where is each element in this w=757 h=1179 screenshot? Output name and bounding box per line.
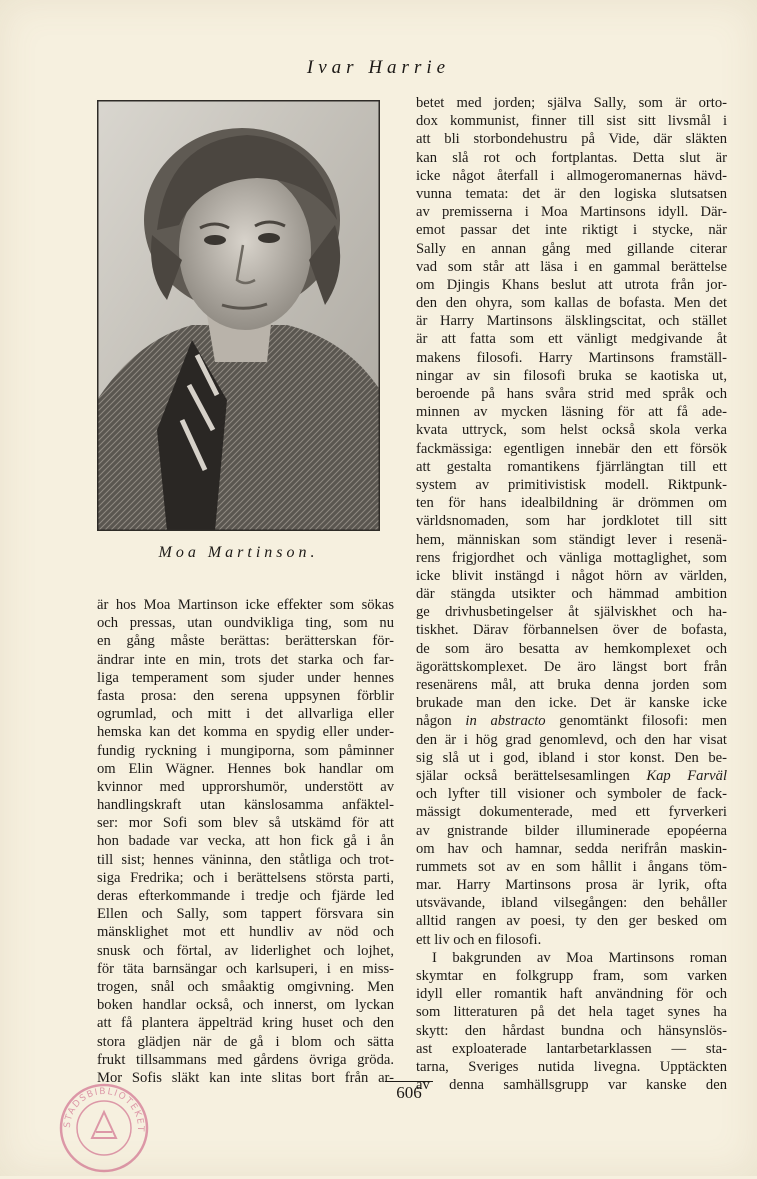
text-line: minnen av mycken läsning för att få ade- <box>416 404 727 421</box>
text-line: fackmässiga: egentligen innebär den ett försök <box>416 440 727 457</box>
right-column <box>416 94 727 1094</box>
page-number: 606 <box>385 1081 433 1103</box>
text-line: någon in abstracto genomtänkt filosofi: men <box>416 713 727 730</box>
text-line: och pressas, utan oundvikliga ting, som nu <box>97 615 394 632</box>
text-line: ningar av sin filosofi bruka se kaotiska ut, <box>416 367 727 384</box>
text-line: själar också berättelsesamlingen Kap Farväl <box>416 767 727 784</box>
text-line: att gestalta romantikens fjärrlängtan till ett <box>416 458 727 475</box>
text-line: dox kommunist, finner till sist sitt livsmål i <box>416 113 727 130</box>
text-line: rummets sot av en som hållit i ångans töm- <box>416 858 727 875</box>
text-line: världsnomaden, som har jordklotet till sitt <box>416 513 727 530</box>
text-line: är Harry Martinsons älsklingscitat, och stället <box>416 313 727 330</box>
text-line: den den ohyra, som kallas de bofasta. Men det <box>416 295 727 312</box>
library-stamp <box>58 1082 150 1174</box>
text-line: ten för hans idealbildning är drömmen om <box>416 495 727 512</box>
text-line: om Djingis Khans beslut att utrota från jor- <box>416 276 727 293</box>
text-line: hem, människan som ständigt lever i resenä- <box>416 531 727 548</box>
text-line: liga temperament som sjuder under hennes <box>97 669 394 686</box>
text-line: boken handlar också, och innerst, om lyckan <box>97 997 394 1014</box>
portrait-illustration <box>97 100 380 531</box>
text-line: fasta prosa: den serena uppsynen förblir <box>97 687 394 704</box>
text-line: den är i hög grad genomlevd, och den har visat <box>416 731 727 748</box>
portrait-photo <box>97 100 380 531</box>
text-line: siga Fredrika; och i berättelsens största parti, <box>97 869 394 886</box>
stamp-seal-icon <box>58 1082 150 1174</box>
text-line: tiskhet. Därav förbannelsen över de bofasta, <box>416 622 727 639</box>
text-line: hon badade var vecka, att hon fick gå i ån <box>97 833 394 850</box>
text-line: för täta barnsängar och karlsuperi, i en miss- <box>97 960 394 977</box>
text-line: mänsklighet mot ett hundliv av nöd och <box>97 924 394 941</box>
text-line: rens frigjordhet och vänliga mottaglighet, som <box>416 549 727 566</box>
text-line: kvata uttryck, som helst också skola verka <box>416 422 727 439</box>
text-line: ändrar inte en min, trots det starka och far- <box>97 651 394 668</box>
text-line: ast exploaterade lantarbetarklassen — sta- <box>416 1040 727 1057</box>
text-line: av gnistrande bilder illuminerade epopéerna <box>416 822 727 839</box>
text-line: resenärens mål, att bruka denna jorden som <box>416 677 727 693</box>
text-line: av premisserna i Moa Martinsons idyll. Där- <box>416 204 727 221</box>
text-line: emot passar det inte riktigt i stycke, när <box>416 222 727 239</box>
text-line: att få plantera äppelträd kring huset och den <box>97 1015 394 1032</box>
text-line: Ellen och Sally, som tappert försvara sin <box>97 906 394 923</box>
text-line: fundig ryckning i mungiporna, som påminner <box>97 742 394 759</box>
text-line: idyll eller romantik haft användning för och <box>416 986 727 1003</box>
text-line: om hav och hamnar, sedda nerifrån maskin- <box>416 840 727 857</box>
text-line: icke blivit instängd i något hörn av världen, <box>416 567 727 584</box>
photo-caption: Moa Martinson. <box>158 544 319 561</box>
text-line: snusk och förtal, av liderlighet och lojhet, <box>97 942 394 959</box>
text-line: frukt tillsammans med gårdens övriga gröda. <box>97 1051 394 1068</box>
text-line: stora glädjen när de gå i blom och sätta <box>97 1033 394 1050</box>
text-line: och lyfter till visioner och symboler de fack- <box>416 786 727 803</box>
text-line: icke något återfall i allmogeromanernas hävd- <box>416 167 727 184</box>
text-line: system av primitivistisk modell. Riktpunk- <box>416 476 727 493</box>
text-line: vad som står att läsa i en gammal berättelse <box>416 258 727 275</box>
text-line: kan slå rot och fortplantas. Detta slut är <box>416 149 727 166</box>
text-line: till sist; hennes väninna, den ståtliga och trot- <box>97 851 394 868</box>
text-line: alltid rangen av poesi, ty den ger besked om <box>416 913 727 930</box>
text-line: ägorättskomplexet. De äro längst bort från <box>416 658 727 675</box>
text-line: vunna temata: det är den logiska slutsatsen <box>416 185 727 202</box>
text-line: makens filosofi. Harry Martinsons framställ- <box>416 349 727 366</box>
text-line: handlingskraft utan känslosamma anfäktel- <box>97 797 394 814</box>
text-line: utsvävande, ibland vilsegången: den behåller <box>416 895 727 912</box>
text-line: deras efterkommande i tredje och fjärde led <box>97 888 394 904</box>
text-line: är hos Moa Martinson icke effekter som sökas <box>97 597 394 613</box>
text-line: ett liv och en filosofi. <box>416 931 542 948</box>
text-line: sig slå ut i god, ibland i stor konst. Den be- <box>416 749 727 766</box>
text-line: en gång måste berättas: berätterskan för- <box>97 633 394 650</box>
text-line: som litteraturen på det hela taget synes ha <box>416 1004 727 1021</box>
text-line: ser: mor Sofi som blev så utskämd för att <box>97 815 394 832</box>
text-line: av denna samhällsgrupp var kanske den <box>416 1077 727 1094</box>
text-line: att bli storbondehustru på Vide, där släkten <box>416 131 727 148</box>
text-line: där stängda utsikter och hämmad ambition <box>416 586 727 603</box>
svg-text:STADSBIBLIOTEKET: STADSBIBLIOTEKET <box>62 1086 146 1134</box>
text-line: ogrumlad, och mitt i det allvarliga eller <box>97 706 394 723</box>
text-line: är att fatta som ett vänligt medgivande åt <box>416 331 727 348</box>
text-line: I bakgrunden av Moa Martinsons roman <box>432 949 727 966</box>
text-line: mässigt dokumenterade, med ett fyrverkeri <box>416 804 727 821</box>
text-line: hemska kan det komma en spydig eller under- <box>97 724 394 741</box>
text-line: kvinnor med upprorshumör, understött av <box>97 778 394 795</box>
text-line: ge drivhusbetingelser åt själviskhet och ha- <box>416 604 727 621</box>
text-line: tarna, Sveriges nutida livegna. Upptäckten <box>416 1058 727 1075</box>
text-line: skymtar en folkgrupp fram, som varken <box>416 968 727 984</box>
text-line: brukade man den icke. Det är kanske icke <box>416 695 727 712</box>
text-line: Sally en annan gång med gillande citerar <box>416 240 727 257</box>
text-line: beroende på hans svåra strid med språk och <box>416 386 727 402</box>
text-line: om Elin Wägner. Hennes bok handlar om <box>97 760 394 777</box>
text-line: trogen, snål och småaktig omgivning. Men <box>97 978 394 995</box>
text-line: skytt: den hårdast bundna och hänsynslös- <box>416 1022 727 1039</box>
text-line: mar. Harry Martinsons prosa är lyrik, ofta <box>416 877 727 894</box>
text-line: betet med jorden; själva Sally, som är orto- <box>416 95 727 111</box>
running-head: Ivar Harrie <box>306 57 451 78</box>
left-column <box>97 596 394 1087</box>
text-line: Mor Sofis släkt kan inte slitas bort från ar- <box>97 1069 394 1086</box>
text-line: de som äro besatta av hemkomplexet och <box>416 640 727 657</box>
